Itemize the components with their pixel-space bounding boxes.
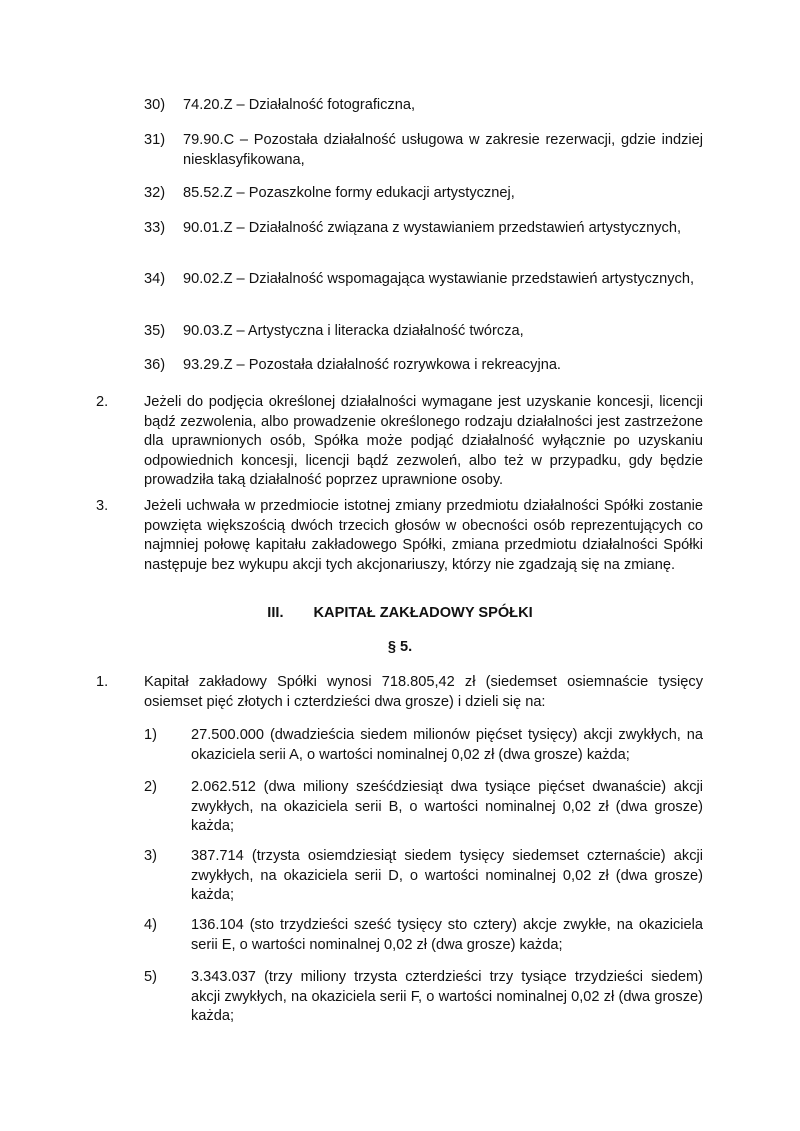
paragraph-heading: § 5. — [387, 639, 413, 655]
share-item-text: 27.500.000 (dwadzieścia siedem milionów pięćset tysięcy) akcji zwykłych, na okaziciela serii A, o wartości nominalnej 0,02 zł (dwa grosze) każda; — [191, 727, 703, 763]
clause-number: 2. — [96, 394, 109, 410]
share-item-number: 4) — [144, 917, 157, 933]
share-item-text: 136.104 (sto trzydzieści sześć tysięcy sto cztery) akcje zwykłe, na okaziciela serii E, o wartości nominalnej 0,02 zł (dwa grosze) każda; — [191, 917, 703, 953]
pkd-item-text: 90.03.Z – Artystyczna i literacka działalność twórcza, — [183, 323, 524, 339]
share-item-number: 1) — [144, 727, 157, 743]
pkd-item-text: 85.52.Z – Pozaszkolne formy edukacji artystycznej, — [183, 185, 515, 201]
pkd-item-number: 30) — [144, 97, 166, 113]
pkd-item-number: 35) — [144, 323, 166, 339]
clause-text: Kapitał zakładowy Spółki wynosi 718.805,42 zł (siedemset osiemnaście tysięcy osiemset pięć złotych i czterdzieści dwa grosze) i dzieli się na: — [144, 674, 703, 710]
pkd-item-text: 90.02.Z – Działalność wspomagająca wystawianie przedstawień artystycznych, — [183, 271, 695, 287]
pkd-item-text: 74.20.Z – Działalność fotograficzna, — [183, 97, 416, 113]
share-item-text: 2.062.512 (dwa miliony sześćdziesiąt dwa tysiące pięćset dwanaście) akcji zwykłych, na okaziciela serii B, o wartości nominalnej 0,02 zł (dwa grosze) każda; — [191, 779, 703, 834]
pkd-item-number: 32) — [144, 185, 166, 201]
share-item-text: 387.714 (trzysta osiemdziesiąt siedem tysięcy siedemset czternaście) akcji zwykłych, na okaziciela serii D, o wartości nominalnej 0,02 zł (dwa grosze) każda; — [191, 848, 703, 903]
share-item-number: 5) — [144, 969, 157, 985]
section-title: KAPITAŁ ZAKŁADOWY SPÓŁKI — [313, 605, 533, 621]
pkd-item-number: 33) — [144, 220, 166, 236]
clause-number: 1. — [96, 674, 109, 690]
clause-text: Jeżeli uchwała w przedmiocie istotnej zmiany przedmiotu działalności Spółki zostanie powzięta większością dwóch trzecich głosów w obecności osób reprezentujących co najmniej połowę kapitału zakładowego Spółki, zmiana przedmiotu działalności Spółki następuje bez wykupu akcji tych akcjonariuszy, którzy nie zgadzają się na zmianę. — [144, 498, 703, 573]
section-number: III. — [267, 605, 284, 621]
clause-number: 3. — [96, 498, 109, 514]
clause-text: Jeżeli do podjęcia określonej działalności wymagane jest uzyskanie koncesji, licencji bądź zezwolenia, albo prowadzenie określonego rodzaju działalności jest zastrzeżone dla uprawnionych osób, Spółka może podjąć działalność wyłącznie po uzyskaniu odpowiednich koncesji, licencji bądź zezwoleń, albo też w przypadku, gdy będzie prowadziła taką działalność poprzez uprawnione osoby. — [144, 394, 703, 488]
share-item-number: 2) — [144, 779, 157, 795]
pkd-item-text: 90.01.Z – Działalność związana z wystawianiem przedstawień artystycznych, — [183, 220, 682, 236]
share-item-text: 3.343.037 (trzy miliony trzysta czterdzieści trzy tysiące trzydzieści siedem) akcji zwykłych, na okaziciela serii F, o wartości nominalnej 0,02 zł (dwa grosze) każda; — [191, 969, 703, 1024]
pkd-item-number: 36) — [144, 357, 166, 373]
pkd-item-text: 93.29.Z – Pozostała działalność rozrywkowa i rekreacyjna. — [183, 357, 561, 373]
share-item-number: 3) — [144, 848, 157, 864]
pkd-item-number: 31) — [144, 132, 166, 148]
pkd-item-text: 79.90.C – Pozostała działalność usługowa w zakresie rezerwacji, gdzie indziej niesklasyfikowana, — [183, 132, 703, 168]
section-heading — [0, 604, 800, 624]
pkd-item-number: 34) — [144, 271, 166, 287]
